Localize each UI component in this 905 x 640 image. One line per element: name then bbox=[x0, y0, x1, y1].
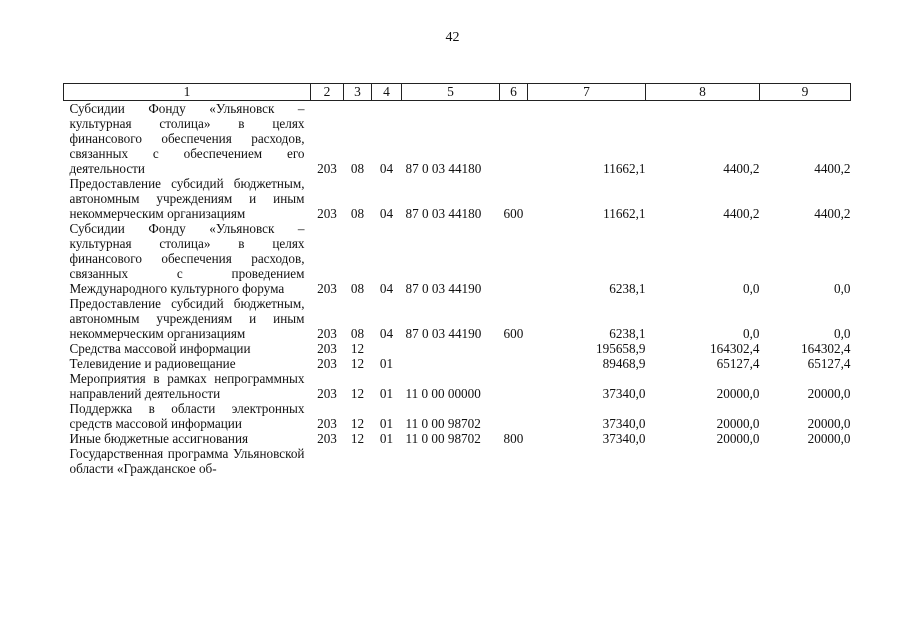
cell-code-2: 203 bbox=[317, 341, 337, 356]
table-row bbox=[64, 101, 851, 177]
cell-code-5 bbox=[402, 356, 500, 371]
cell-code-4: 04 bbox=[379, 281, 394, 296]
cell-code-5: 11 0 00 98702 bbox=[405, 416, 481, 431]
cell-value-9: 65127,4 bbox=[807, 356, 851, 371]
row-name: Предоставление субсидий бюджетным, автономным учреждениям и иным некоммерческим организациям bbox=[69, 296, 305, 341]
cell-code-4 bbox=[372, 341, 402, 356]
cell-value-7: 11662,1 bbox=[603, 161, 646, 176]
cell-value-9 bbox=[760, 446, 851, 476]
cell-code-6 bbox=[500, 371, 528, 401]
cell-value-9: 0,0 bbox=[834, 326, 851, 341]
table-row bbox=[64, 356, 851, 371]
cell-code-5: 87 0 03 44180 bbox=[405, 161, 482, 176]
table-header-row bbox=[64, 84, 851, 101]
cell-code-3: 08 bbox=[350, 326, 365, 341]
cell-value-9: 164302,4 bbox=[801, 341, 851, 356]
row-name: Поддержка в области электронных средств массовой информации bbox=[69, 401, 305, 431]
cell-code-2: 203 bbox=[317, 431, 337, 446]
cell-code-2: 203 bbox=[317, 386, 337, 401]
column-header: 2 bbox=[311, 84, 344, 101]
cell-value-8: 0,0 bbox=[743, 326, 760, 341]
table-row bbox=[64, 221, 851, 296]
cell-code-3: 08 bbox=[350, 161, 365, 176]
cell-value-7: 195658,9 bbox=[596, 341, 646, 356]
cell-value-9: 20000,0 bbox=[807, 416, 851, 431]
cell-value-9: 20000,0 bbox=[807, 386, 851, 401]
column-header: 9 bbox=[760, 84, 851, 101]
cell-code-5: 87 0 03 44180 bbox=[405, 206, 482, 221]
cell-code-4: 01 bbox=[379, 431, 394, 446]
cell-code-6 bbox=[500, 356, 528, 371]
cell-code-6 bbox=[500, 101, 528, 177]
cell-code-6 bbox=[500, 401, 528, 431]
cell-code-3: 12 bbox=[350, 431, 365, 446]
cell-code-2: 203 bbox=[317, 281, 337, 296]
cell-value-8: 0,0 bbox=[743, 281, 760, 296]
cell-value-9: 0,0 bbox=[834, 281, 851, 296]
cell-value-8: 164302,4 bbox=[710, 341, 760, 356]
cell-code-3: 12 bbox=[350, 341, 365, 356]
table-row bbox=[64, 431, 851, 446]
cell-code-2: 203 bbox=[317, 206, 337, 221]
table-row bbox=[64, 296, 851, 341]
cell-value-7: 37340,0 bbox=[602, 416, 646, 431]
cell-code-4: 01 bbox=[379, 416, 394, 431]
table-row bbox=[64, 401, 851, 431]
cell-code-6: 800 bbox=[503, 431, 524, 446]
cell-code-6 bbox=[500, 446, 528, 476]
cell-code-2 bbox=[311, 446, 344, 476]
row-name: Средства массовой информации bbox=[69, 341, 251, 356]
cell-code-5 bbox=[402, 341, 500, 356]
row-name: Предоставление субсидий бюджетным, автономным учреждениям и иным некоммерческим организациям bbox=[69, 176, 305, 221]
cell-code-3: 12 bbox=[350, 386, 365, 401]
column-header: 4 bbox=[372, 84, 402, 101]
cell-code-2: 203 bbox=[317, 416, 337, 431]
cell-code-5: 11 0 00 00000 bbox=[405, 386, 481, 401]
column-header: 8 bbox=[646, 84, 760, 101]
table-row bbox=[64, 446, 851, 476]
cell-code-4: 01 bbox=[379, 386, 394, 401]
column-header: 3 bbox=[344, 84, 372, 101]
cell-code-3 bbox=[344, 446, 372, 476]
cell-code-3: 08 bbox=[350, 281, 365, 296]
cell-code-5: 87 0 03 44190 bbox=[405, 326, 482, 341]
cell-value-9: 20000,0 bbox=[807, 431, 851, 446]
cell-code-5 bbox=[402, 446, 500, 476]
cell-code-6: 600 bbox=[503, 326, 524, 341]
cell-code-4: 01 bbox=[379, 356, 394, 371]
table-row bbox=[64, 371, 851, 401]
cell-code-2: 203 bbox=[317, 356, 337, 371]
row-name: Субсидии Фонду «Ульяновск – культурная столица» в целях финансового обеспечения расходов, связанных с обеспечением его деятельности bbox=[69, 101, 305, 176]
cell-value-8: 4400,2 bbox=[723, 161, 760, 176]
cell-code-6 bbox=[500, 221, 528, 296]
cell-value-7 bbox=[528, 446, 646, 476]
table-row bbox=[64, 176, 851, 221]
column-header: 6 bbox=[500, 84, 528, 101]
row-name: Иные бюджетные ассигнования bbox=[69, 431, 249, 446]
cell-code-4: 04 bbox=[379, 206, 394, 221]
cell-value-7: 11662,1 bbox=[603, 206, 646, 221]
cell-code-4: 04 bbox=[379, 161, 394, 176]
budget-table bbox=[63, 83, 851, 476]
column-header: 5 bbox=[402, 84, 500, 101]
cell-value-7: 6238,1 bbox=[609, 281, 646, 296]
cell-code-2: 203 bbox=[317, 326, 337, 341]
cell-code-4: 04 bbox=[379, 326, 394, 341]
cell-value-7: 6238,1 bbox=[609, 326, 646, 341]
cell-value-8 bbox=[646, 446, 760, 476]
cell-value-8: 20000,0 bbox=[716, 416, 760, 431]
cell-value-7: 89468,9 bbox=[602, 356, 646, 371]
cell-code-2: 203 bbox=[317, 161, 337, 176]
cell-code-4 bbox=[372, 446, 402, 476]
cell-code-6 bbox=[500, 341, 528, 356]
cell-value-8: 20000,0 bbox=[716, 386, 760, 401]
cell-code-3: 12 bbox=[350, 416, 365, 431]
row-name: Телевидение и радиовещание bbox=[69, 356, 236, 371]
cell-code-3: 08 bbox=[350, 206, 365, 221]
row-name: Мероприятия в рамках непрограммных направлений деятельности bbox=[69, 371, 305, 401]
page-number: 42 bbox=[445, 30, 460, 45]
cell-value-7: 37340,0 bbox=[602, 431, 646, 446]
column-header: 1 bbox=[64, 84, 311, 101]
cell-value-8: 65127,4 bbox=[716, 356, 760, 371]
row-name: Государственная программа Ульяновской области «Гражданское об- bbox=[69, 446, 305, 476]
cell-code-3: 12 bbox=[350, 356, 365, 371]
cell-value-8: 4400,2 bbox=[723, 206, 760, 221]
cell-value-7: 37340,0 bbox=[602, 386, 646, 401]
cell-value-8: 20000,0 bbox=[716, 431, 760, 446]
cell-value-9: 4400,2 bbox=[814, 161, 851, 176]
cell-value-9: 4400,2 bbox=[814, 206, 851, 221]
cell-code-5: 87 0 03 44190 bbox=[405, 281, 482, 296]
cell-code-6: 600 bbox=[503, 206, 524, 221]
row-name: Субсидии Фонду «Ульяновск – культурная столица» в целях финансового обеспечения расходов, связанных с проведением Международного культурного форума bbox=[69, 221, 305, 296]
table-row bbox=[64, 341, 851, 356]
column-header: 7 bbox=[528, 84, 646, 101]
cell-code-5: 11 0 00 98702 bbox=[405, 431, 481, 446]
